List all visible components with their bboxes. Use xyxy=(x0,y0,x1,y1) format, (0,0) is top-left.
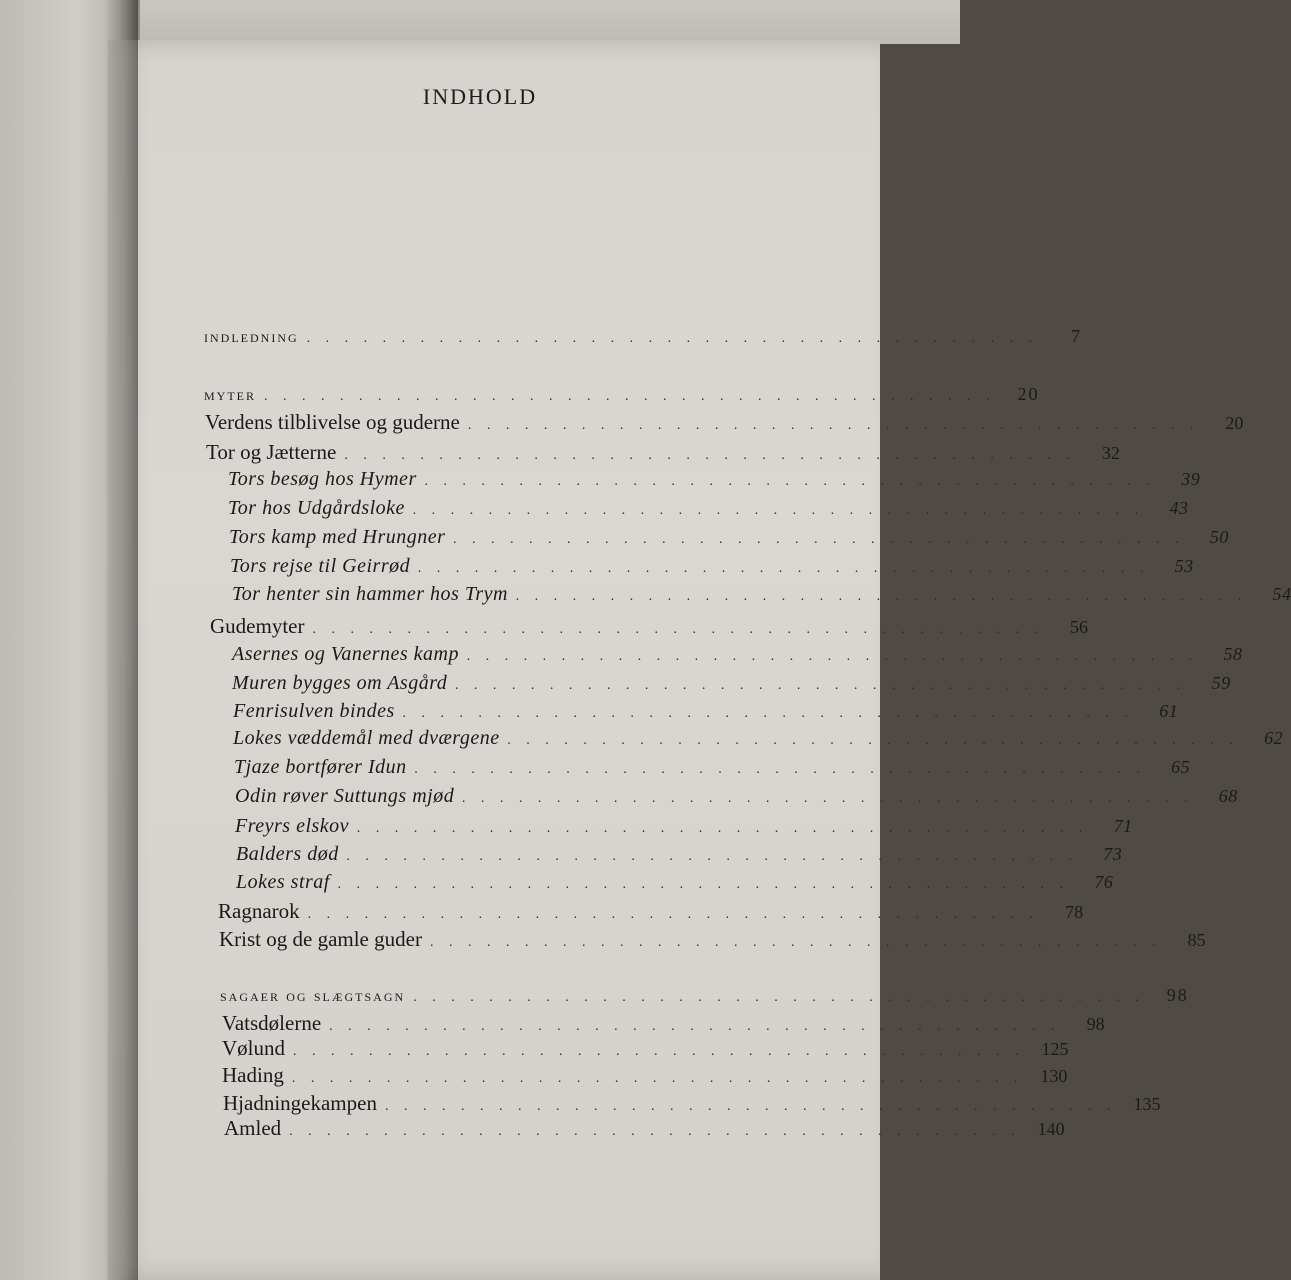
toc-entry-title: Tor hos Udgårdsloke xyxy=(228,497,405,519)
toc-entry-title: Hading xyxy=(222,1063,284,1087)
toc-page-number: 73 xyxy=(1103,844,1123,864)
toc-page-number: 58 xyxy=(1223,644,1243,664)
toc-page-number: 68 xyxy=(1218,786,1238,806)
toc-leader-dots: . . . . . . . . . . . . . . . . . . . . . . . . . . . . . . . . . . . . . . . xyxy=(466,649,1199,664)
toc-entry xyxy=(223,1091,1161,1116)
toc-entry xyxy=(205,410,1244,435)
toc-entry xyxy=(236,843,1123,866)
toc-leader-dots: . . . . . . . . . . . . . . . . . . . . . . . . . . . . . . . . . . . . . . . xyxy=(291,1071,1024,1086)
toc-entry-title: Tors rejse til Geirrød xyxy=(230,555,411,577)
toc-page-number: 98 xyxy=(1166,985,1189,1005)
toc-entry-title: Tor og Jætterne xyxy=(206,440,337,464)
toc-leader-dots: . . . . . . . . . . . . . . . . . . . . . . . . . . . . . . . . . . . . . . . xyxy=(515,589,1248,604)
toc-entry-title: Verdens tilblivelse og guderne xyxy=(205,410,460,434)
toc-leader-dots: . . . . . . . . . . . . . . . . . . . . . . . . . . . . . . . . . . . . . . . xyxy=(413,990,1145,1005)
toc-page-number: 20 xyxy=(1225,413,1244,433)
toc-entry-title: Odin røver Suttungs mjød xyxy=(235,785,455,807)
toc-entry-title: Gudemyter xyxy=(210,614,305,638)
toc-leader-dots: . . . . . . . . . . . . . . . . . . . . . . . . . . . . . . . . . . . . . . . xyxy=(306,331,1039,346)
toc-leader-dots: . . . . . . . . . . . . . . . . . . . . . . . . . . . . . . . . . . . . . . . xyxy=(402,706,1135,721)
toc-entry-title: Vølund xyxy=(222,1036,285,1060)
toc-page-number: 20 xyxy=(1017,384,1040,404)
toc-entry-title: Amled xyxy=(224,1116,282,1140)
toc-leader-dots: . . . . . . . . . . . . . . . . . . . . . . . . . . . . . . . . . . . . . . . xyxy=(293,1044,1025,1059)
toc-entry xyxy=(222,1011,1105,1036)
toc-entry xyxy=(230,555,1194,578)
toc-leader-dots: . . . . . . . . . . . . . . . . . . . . . . . . . . . . . . . . . . . . . . . xyxy=(329,1019,1061,1034)
toc-entry-title: Tor henter sin hammer hos Trym xyxy=(232,583,508,605)
page-title: INDHOLD xyxy=(422,84,538,109)
toc-entry xyxy=(220,985,1189,1006)
toc-entry-title: Lokes straf xyxy=(236,871,330,893)
toc-page-number: 65 xyxy=(1171,757,1191,777)
toc-leader-dots: . . . . . . . . . . . . . . . . . . . . . . . . . . . . . . . . . . . . . . . xyxy=(346,849,1079,864)
toc-leader-dots: . . . . . . . . . . . . . . . . . . . . . . . . . . . . . . . . . . . . . . . xyxy=(507,733,1240,748)
toc-entry-title: Muren bygges om Asgård xyxy=(232,672,448,694)
toc-entry xyxy=(210,614,1088,639)
toc-leader-dots: . . . . . . . . . . . . . . . . . . . . . . . . . . . . . . . . . . . . . . . xyxy=(455,678,1187,693)
toc-entry xyxy=(224,1116,1065,1141)
toc-leader-dots: . . . . . . . . . . . . . . . . . . . . . . . . . . . . . . . . . . . . . . . xyxy=(289,1124,1021,1139)
toc-entry-title: indledning xyxy=(204,327,299,346)
toc-entry xyxy=(204,326,1083,347)
toc-entry xyxy=(232,583,1291,606)
toc-leader-dots: . . . . . . . . . . . . . . . . . . . . . . . . . . . . . . . . . . . . . . . xyxy=(337,877,1070,892)
toc-page-number: 130 xyxy=(1040,1066,1068,1086)
toc-page-number: 43 xyxy=(1169,498,1189,518)
toc-page-number: 32 xyxy=(1101,443,1120,463)
toc-leader-dots: . . . . . . . . . . . . . . . . . . . . . . . . . . . . . . . . . . . . . . . xyxy=(264,389,996,404)
toc-page-number: 135 xyxy=(1133,1094,1161,1114)
toc-page-number: 61 xyxy=(1159,701,1179,721)
toc-entry xyxy=(235,815,1133,838)
toc-leader-dots: . . . . . . . . . . . . . . . . . . . . . . . . . . . . . . . . . . . . . . . xyxy=(412,503,1145,518)
toc-entry xyxy=(234,756,1191,779)
toc-entry xyxy=(219,927,1206,952)
toc-page-number: 62 xyxy=(1264,728,1284,748)
toc-leader-dots: . . . . . . . . . . . . . . . . . . . . . . . . . . . . . . . . . . . . . . . xyxy=(467,418,1200,433)
toc-entry xyxy=(222,1036,1069,1061)
toc-entry xyxy=(233,727,1284,750)
toc-entry-title: Fenrisulven bindes xyxy=(233,700,395,722)
toc-entry-title: Tors kamp med Hrungner xyxy=(229,526,446,548)
toc-page-number: 39 xyxy=(1181,469,1201,489)
toc-entry-title: Krist og de gamle guder xyxy=(219,927,422,951)
toc-leader-dots: . . . . . . . . . . . . . . . . . . . . . . . . . . . . . . . . . . . . . . . xyxy=(453,532,1185,547)
toc-entry xyxy=(218,899,1084,924)
toc-entry-title: Vatsdølerne xyxy=(222,1011,322,1035)
toc-entry-title: myter xyxy=(204,385,256,404)
toc-entry-title: sagaer og slægtsagn xyxy=(220,986,406,1005)
toc-page-number: 54 xyxy=(1272,584,1291,604)
toc-entry-title: Hjadningekampen xyxy=(223,1091,377,1115)
toc-entry xyxy=(204,384,1040,405)
toc-leader-dots: . . . . . . . . . . . . . . . . . . . . . . . . . . . . . . . . . . . . . . . xyxy=(312,622,1044,637)
toc-leader-dots: . . . . . . . . . . . . . . . . . . . . . . . . . . . . . . . . . . . . . . . xyxy=(462,791,1194,806)
toc-page-number: 53 xyxy=(1174,556,1194,576)
toc-entry xyxy=(235,785,1238,808)
toc-entry xyxy=(229,526,1229,549)
toc-page-number: 71 xyxy=(1113,816,1133,836)
toc-page-number: 59 xyxy=(1211,673,1231,693)
toc-entry-title: Lokes væddemål med dværgene xyxy=(233,727,500,749)
toc-page-number: 7 xyxy=(1071,326,1083,346)
toc-page-number: 78 xyxy=(1065,902,1084,922)
toc-leader-dots: . . . . . . . . . . . . . . . . . . . . . . . . . . . . . . . . . . . . . . . xyxy=(357,821,1089,836)
toc-page-number: 50 xyxy=(1209,527,1229,547)
toc-entry-title: Tjaze bortfører Idun xyxy=(234,756,407,778)
toc-entry xyxy=(236,871,1114,894)
toc-leader-dots: . . . . . . . . . . . . . . . . . . . . . . . . . . . . . . . . . . . . . . . xyxy=(429,935,1162,950)
toc-leader-dots: . . . . . . . . . . . . . . . . . . . . . . . . . . . . . . . . . . . . . . . xyxy=(307,907,1040,922)
toc-entry xyxy=(232,672,1231,695)
toc-entry xyxy=(232,643,1243,666)
toc-leader-dots: . . . . . . . . . . . . . . . . . . . . . . . . . . . . . . . . . . . . . . . xyxy=(418,561,1150,576)
toc-entry xyxy=(222,1063,1068,1088)
toc-leader-dots: . . . . . . . . . . . . . . . . . . . . . . . . . . . . . . . . . . . . . . . xyxy=(414,762,1147,777)
toc-page-number: 140 xyxy=(1037,1119,1065,1139)
toc-page-number: 76 xyxy=(1094,872,1114,892)
toc-entry-title: Freyrs elskov xyxy=(235,815,350,837)
toc-page-number: 125 xyxy=(1041,1039,1069,1059)
toc-entry xyxy=(206,440,1120,465)
toc-leader-dots: . . . . . . . . . . . . . . . . . . . . . . . . . . . . . . . . . . . . . . . xyxy=(344,448,1076,463)
toc-page-number: 85 xyxy=(1187,930,1206,950)
toc-entry xyxy=(228,497,1189,520)
toc-entry xyxy=(228,468,1201,491)
toc-entry-title: Balders død xyxy=(236,843,339,865)
toc-leader-dots: . . . . . . . . . . . . . . . . . . . . . . . . . . . . . . . . . . . . . . . xyxy=(384,1099,1117,1114)
toc-entry xyxy=(233,700,1179,723)
toc-page-number: 98 xyxy=(1086,1014,1105,1034)
toc-leader-dots: . . . . . . . . . . . . . . . . . . . . . . . . . . . . . . . . . . . . . . . xyxy=(424,474,1157,489)
toc-entry-title: Tors besøg hos Hymer xyxy=(228,468,417,490)
toc-page-number: 56 xyxy=(1069,617,1088,637)
toc-entry-title: Ragnarok xyxy=(218,899,300,923)
toc-entry-title: Asernes og Vanernes kamp xyxy=(232,643,459,665)
